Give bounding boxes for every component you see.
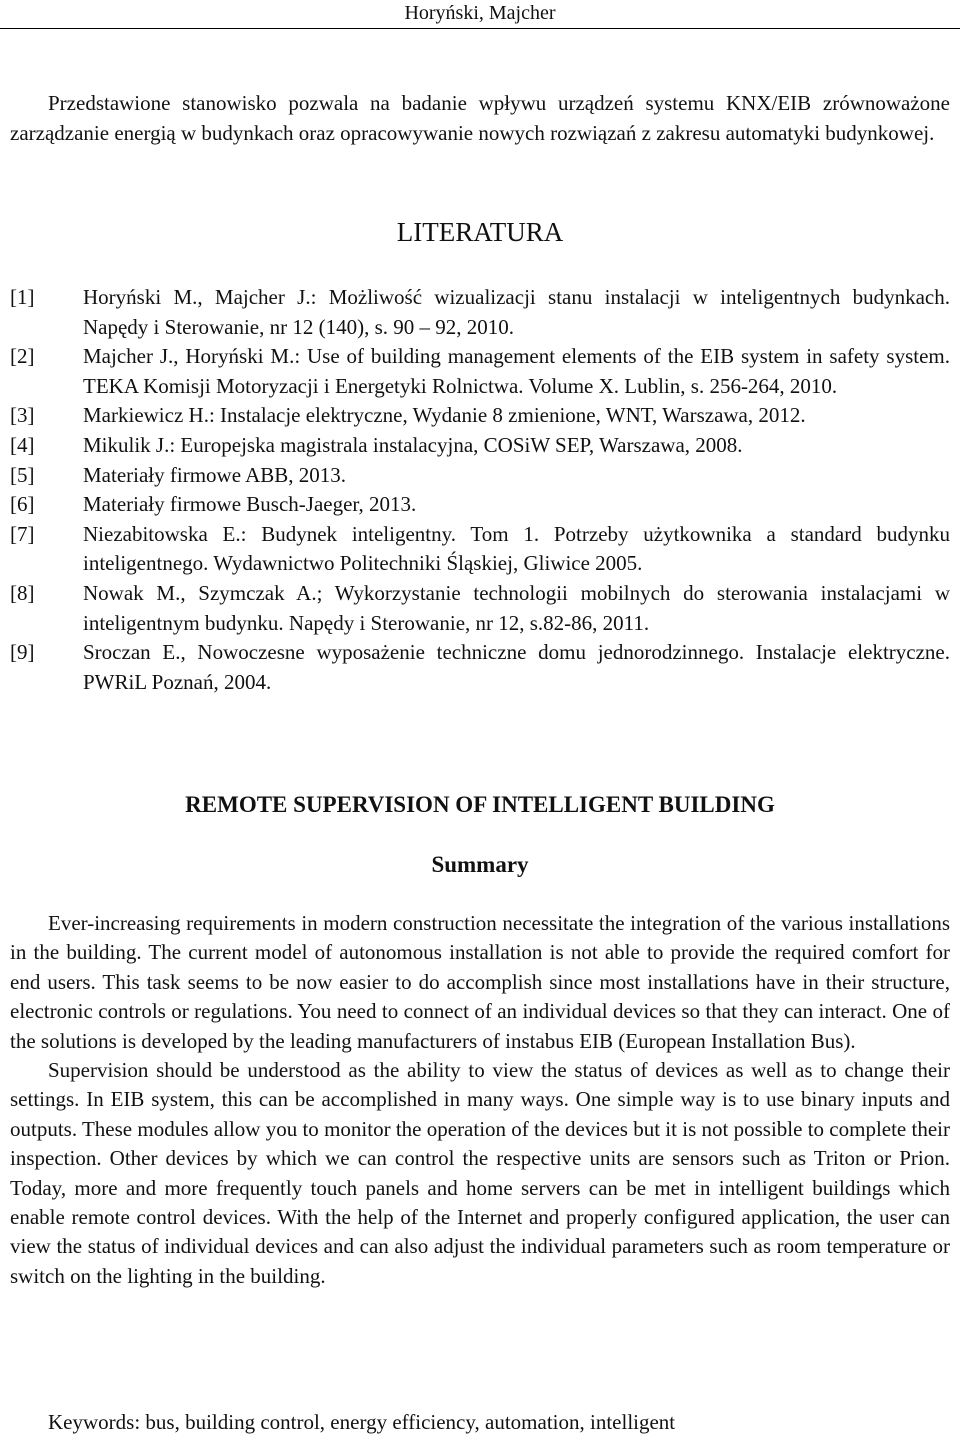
summary-heading: Summary <box>431 852 529 877</box>
reference-item <box>10 401 950 431</box>
reference-item <box>10 283 950 342</box>
reference-number: [5] <box>10 462 35 487</box>
reference-item <box>10 638 950 697</box>
reference-number: [9] <box>10 640 35 665</box>
reference-text: Niezabitowska E.: Budynek inteligentny. Tom 1. Potrzeby użytkownika a standard budynku inteligentnego. Wydawnictwo Politechniki Śląskiej, Gliwice 2005. <box>83 521 950 576</box>
reference-text: Nowak M., Szymczak A.; Wykorzystanie technologii mobilnych do sterowania instalacjami w inteligentnym budynku. Napędy i Sterowanie, nr 12, s.82-86, 2011. <box>83 580 950 635</box>
reference-item <box>10 490 950 520</box>
intro-paragraph: Przedstawione stanowisko pozwala na badanie wpływu urządzeń systemu KNX/EIB zrównoważone zarządzanie energią w budynkach oraz opracowywanie nowych rozwiązań z zakresu automatyki budynkowej. <box>10 91 950 145</box>
reference-number: [3] <box>10 403 35 428</box>
reference-number: [6] <box>10 492 35 517</box>
reference-number: [2] <box>10 344 35 369</box>
reference-number: [7] <box>10 521 35 546</box>
reference-text: Sroczan E., Nowoczesne wyposażenie techniczne domu jednorodzinnego. Instalacje elektryczne. PWRiL Poznań, 2004. <box>83 640 950 694</box>
reference-number: [1] <box>10 285 35 309</box>
reference-item <box>10 461 950 491</box>
reference-number: [8] <box>10 580 35 605</box>
reference-text: Materiały firmowe ABB, 2013. <box>83 462 347 487</box>
reference-text: Mikulik J.: Europejska magistrala instalacyjna, COSiW SEP, Warszawa, 2008. <box>83 432 743 457</box>
reference-item <box>10 431 950 461</box>
literature-heading: LITERATURA <box>396 217 564 247</box>
reference-text: Majcher J., Horyński M.: Use of building management elements of the EIB system in safety system. TEKA Komisji Motoryzacji i Energetyki Rolnictwa. Volume X. Lublin, s. 256-264, 2010. <box>83 344 950 398</box>
reference-number: [4] <box>10 432 35 457</box>
summary-paragraph: Supervision should be understood as the ability to view the status of devices as well as to change their settings. In EIB system, this can be accomplished in many ways. One simple way is to use binary inputs and outputs. These modules allow you to monitor the operation of the devices but it is not possible to complete their inspection. Other devices by which we can control the respective units are sensors such as Triton or Prion. Today, more and more frequently touch panels and home servers can be met in intelligent buildings which enable remote control devices. With the help of the Internet and properly configured application, the user can view the status of individual devices and can also adjust the individual parameters such as room temperature or switch on the lighting in the building. <box>10 1058 950 1288</box>
reference-list <box>10 283 950 697</box>
summary-paragraph: Ever-increasing requirements in modern construction necessitate the integration of the various installations in the building. The current model of autonomous installation is not able to provide the required comfort for end users. This task seems to be now easier to do accomplish since most installations have in their structure, electronic controls or regulations. You need to connect of an individual devices so that they can interact. One of the solutions is developed by the leading manufacturers of instabus EIB (European Installation Bus). <box>10 911 950 1053</box>
reference-text: Horyński M., Majcher J.: Możliwość wizualizacji stanu instalacji w inteligentnych budynkach. Napędy i Sterowanie, nr 12 (140), s. 90 – 92, 2010. <box>83 285 950 339</box>
reference-item <box>10 520 950 579</box>
running-head: Horyński, Majcher <box>404 2 556 24</box>
reference-text: Markiewicz H.: Instalacje elektryczne, Wydanie 8 zmienione, WNT, Warszawa, 2012. <box>83 403 806 428</box>
english-title: REMOTE SUPERVISION OF INTELLIGENT BUILDING <box>185 792 775 817</box>
header-rule <box>0 28 960 29</box>
reference-item <box>10 342 950 401</box>
keywords-line: Keywords: bus, building control, energy efficiency, automation, intelligent <box>48 1410 676 1434</box>
reference-item <box>10 579 950 638</box>
summary-body <box>10 909 950 1291</box>
reference-text: Materiały firmowe Busch-Jaeger, 2013. <box>83 492 417 517</box>
